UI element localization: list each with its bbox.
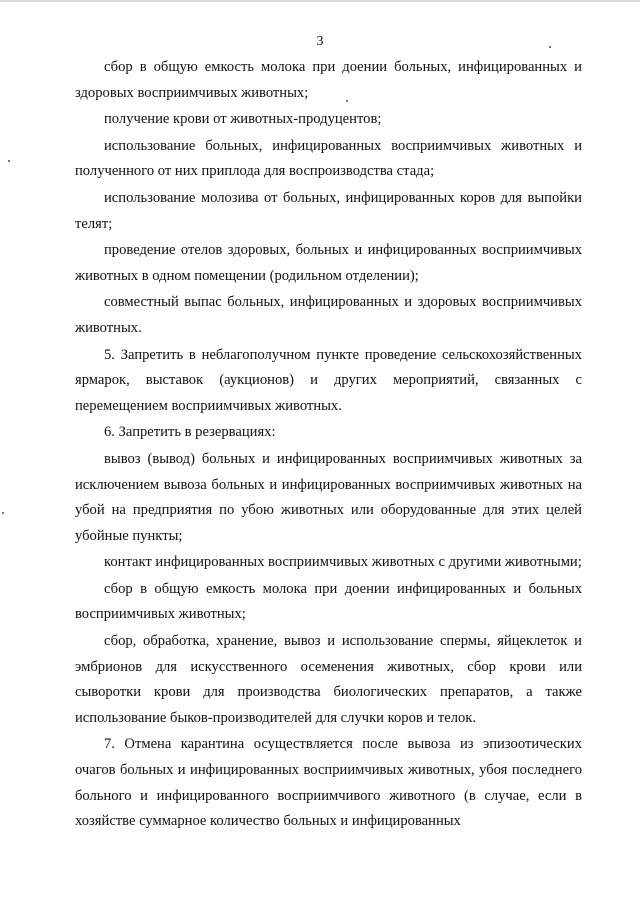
- paragraph: сбор в общую емкость молока при доении инфицированных и больных восприимчивых животных;: [75, 580, 582, 623]
- paragraph: использование больных, инфицированных восприимчивых животных и полученного от них приплода для воспроизводства стада;: [75, 137, 582, 180]
- paragraph: вывоз (вывод) больных и инфицированных восприимчивых животных за исключением вывоза больных и инфицированных восприимчивых животных на убой на предприятия по убою животных или оборудованные для этих целей убойные пункты;: [75, 450, 582, 544]
- paragraph: сбор в общую емкость молока при доении больных, инфицированных и здоровых восприимчивых животных;: [75, 59, 582, 101]
- scan-speck: [549, 46, 551, 48]
- paragraph: 5. Запретить в неблагополучном пункте проведение сельскохозяйственных ярмарок, выставок (аукционов) и других мероприятий, связанных с перемещением восприимчивых животных.: [75, 346, 582, 414]
- scan-speck: [2, 512, 4, 514]
- paragraph: 7. Отмена карантина осуществляется после вывоза из эпизоотических очагов больных и инфицированных восприимчивых животных, убоя последнего больного и инфицированного восприимчивого животного (в случае, если в хозяйстве суммарное количество больных и инфицированных: [75, 736, 582, 830]
- scan-speck: [8, 160, 10, 162]
- paragraph: использование молозива от больных, инфицированных коров для выпойки телят;: [75, 189, 582, 232]
- document-body: [75, 55, 582, 835]
- paragraph: 6. Запретить в резервациях:: [104, 424, 276, 441]
- paragraph: сбор, обработка, хранение, вывоз и использование спермы, яйцеклеток и эмбрионов для искусственного осеменения животных, сбор крови или сыворотки крови для производства биологических препаратов, а также использование быков-производителей для случки коров и телок.: [75, 633, 582, 726]
- scan-speck: [346, 100, 348, 102]
- paragraph: получение крови от животных-продуцентов;: [104, 111, 382, 128]
- paragraph: контакт инфицированных восприимчивых животных с другими животными;: [104, 554, 582, 571]
- scan-top-edge: [0, 0, 640, 2]
- paragraph: совместный выпас больных, инфицированных и здоровых восприимчивых животных.: [75, 294, 582, 336]
- page-number: 3: [316, 34, 324, 49]
- paragraph: проведение отелов здоровых, больных и инфицированных восприимчивых животных в одном помещении (родильном отделении);: [75, 242, 582, 284]
